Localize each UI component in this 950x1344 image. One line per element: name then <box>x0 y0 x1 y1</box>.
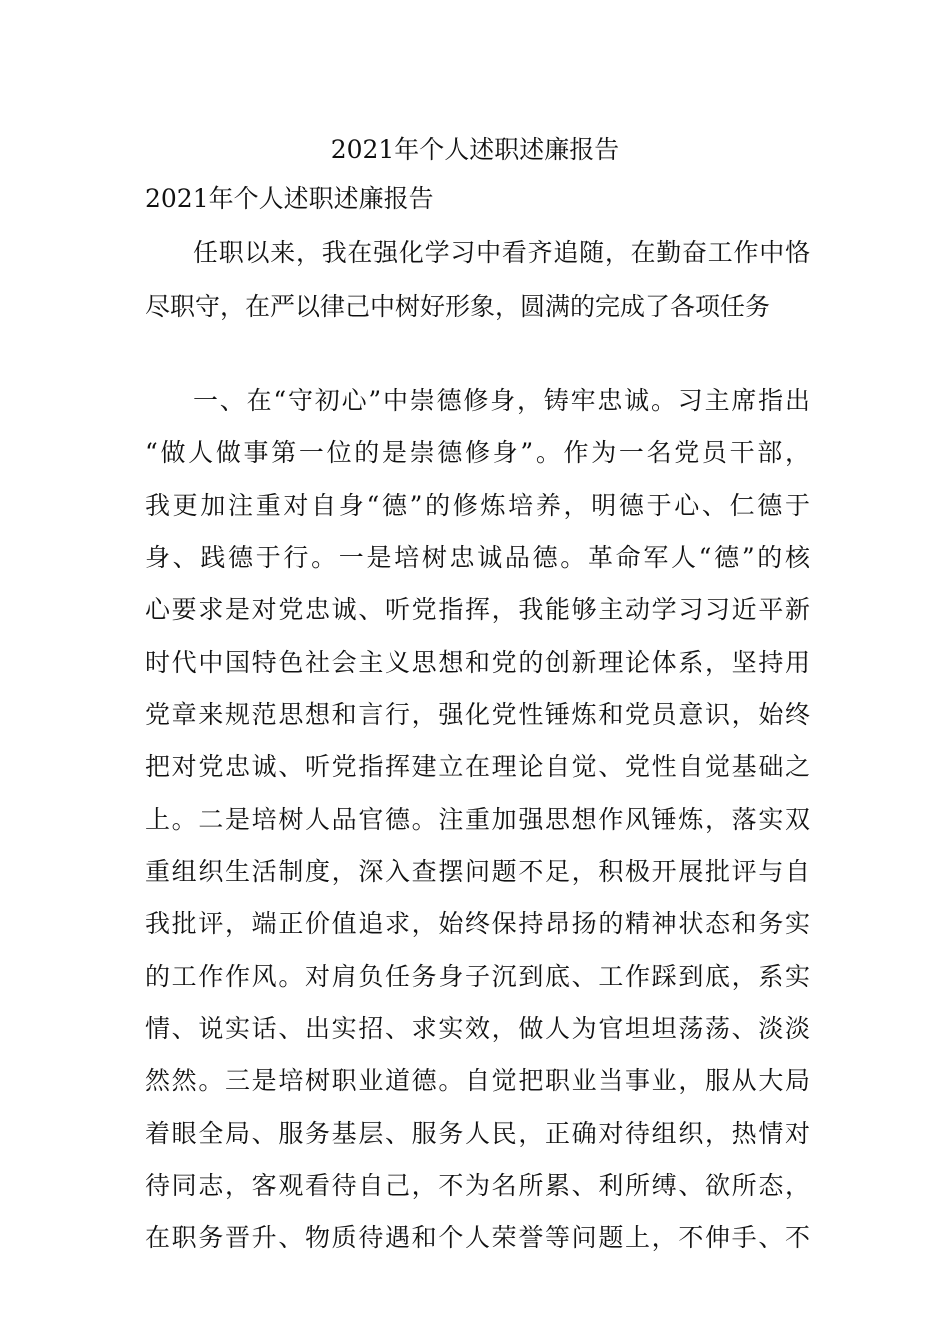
paragraph-line: 身、践德于行。一是培树忠诚品德。革命军人“德”的核 <box>145 543 810 572</box>
document-subtitle: 2021年个人述职述廉报告 <box>145 184 434 213</box>
paragraph-line: 我更加注重对自身“德”的修炼培养，明德于心、仁德于 <box>145 491 810 520</box>
paragraph-line: 情、说实话、出实招、求实效，做人为官坦坦荡荡、淡淡 <box>145 1014 810 1043</box>
paragraph-line: 在职务晋升、物质待遇和个人荣誉等问题上，不伸手、不 <box>145 1223 810 1252</box>
paragraph-line: 待同志，客观看待自己，不为名所累、利所缚、欲所态， <box>145 1171 810 1200</box>
document-title: 2021年个人述职述廉报告 <box>330 135 620 164</box>
paragraph-line: 我批评，端正价值追求，始终保持昂扬的精神状态和务实 <box>145 909 810 938</box>
paragraph-line: 重组织生活制度，深入查摆问题不足，积极开展批评与自 <box>145 857 810 886</box>
paragraph-line: “做人做事第一位的是崇德修身”。作为一名党员干部， <box>145 438 810 467</box>
paragraph-line: 上。二是培树人品官德。注重加强思想作风锤炼，落实双 <box>145 805 810 834</box>
paragraph-line: 党章来规范思想和言行，强化党性锤炼和党员意识，始终 <box>145 700 810 729</box>
paragraph-line: 把对党忠诚、听党指挥建立在理论自觉、党性自觉基础之 <box>145 752 810 781</box>
paragraph-line: 任职以来，我在强化学习中看齐追随，在勤奋工作中恪 <box>193 238 810 267</box>
paragraph-line: 时代中国特色社会主义思想和党的创新理论体系，坚持用 <box>145 648 810 677</box>
paragraph-line: 尽职守，在严以律己中树好形象，圆满的完成了各项任务 <box>145 292 771 321</box>
paragraph-line: 的工作作风。对肩负任务身子沉到底、工作踩到底，系实 <box>145 962 810 991</box>
paragraph-line: 一、在“守初心”中崇德修身，铸牢忠诚。习主席指出 <box>193 386 810 415</box>
paragraph-line: 着眼全局、服务基层、服务人民，正确对待组织，热情对 <box>145 1119 810 1148</box>
paragraph-line: 然然。三是培树职业道德。自觉把职业当事业，服从大局 <box>145 1066 810 1095</box>
paragraph-line: 心要求是对党忠诚、听党指挥，我能够主动学习习近平新 <box>145 595 810 624</box>
